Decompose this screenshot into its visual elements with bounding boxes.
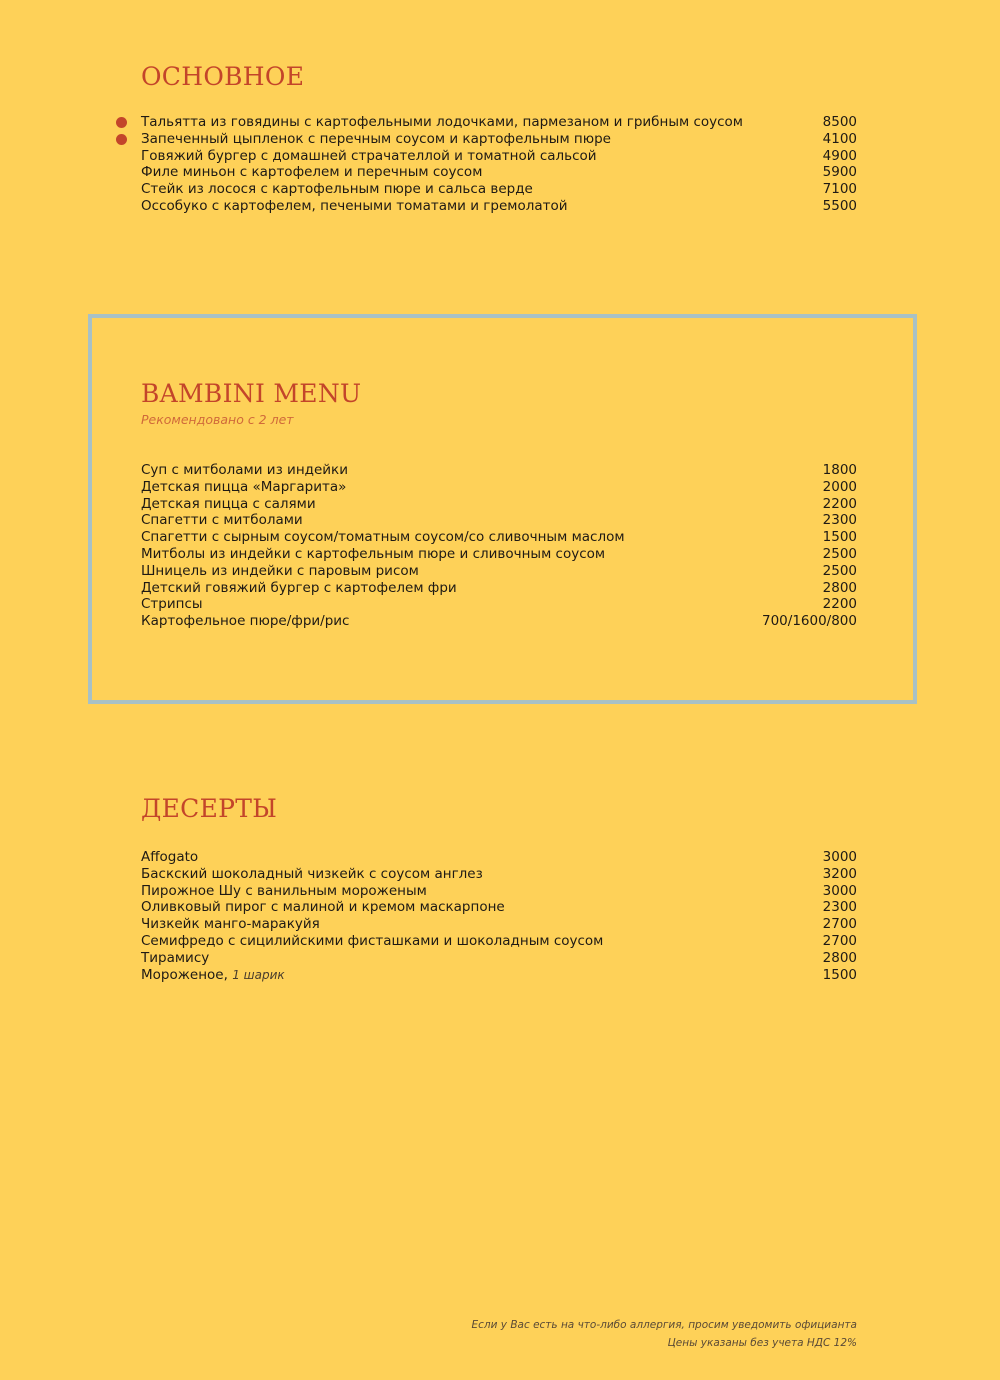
item-price: 3000: [822, 882, 857, 899]
item-name: Стейк из лосося с картофельным пюре и сальса верде: [141, 181, 533, 198]
item-name: Affogato: [141, 849, 199, 865]
item-name: Семифредо с сицилийскими фисташками и шоколадным соусом: [141, 932, 604, 949]
item-price: 1500: [822, 966, 857, 983]
item-price: 7100: [822, 181, 857, 198]
item-name: Тальятта из говядины с картофельными лодочками, пармезаном и грибным соусом: [141, 114, 743, 130]
item-name: Чизкейк манго-маракуйя: [141, 916, 320, 933]
item-price: 2200: [822, 596, 857, 613]
desserts-items-list: [141, 849, 857, 983]
main-items-list: [141, 114, 857, 215]
menu-item: [141, 580, 857, 597]
bullet-dot-icon: [116, 117, 127, 128]
item-name: Баскский шоколадный чизкейк с соусом англез: [141, 865, 483, 882]
menu-item: [141, 512, 857, 529]
item-name: Стрипсы: [141, 596, 203, 613]
menu-item: [141, 596, 857, 613]
item-name: Детская пицца «Маргарита»: [141, 478, 347, 495]
menu-item: [141, 546, 857, 563]
menu-item: [141, 563, 857, 580]
main-section-title: ОСНОВНОЕ: [141, 62, 305, 91]
item-name: Филе миньон с картофелем и перечным соусом: [141, 164, 483, 181]
item-name: Суп с митболами из индейки: [141, 462, 348, 478]
item-name: Запеченный цыпленок с перечным соусом и картофельным пюре: [141, 130, 611, 147]
item-price: 4900: [822, 147, 857, 164]
menu-item: [141, 529, 857, 546]
bambini-section: [141, 379, 857, 630]
menu-item: [141, 462, 857, 479]
footer-notes: [471, 1316, 857, 1352]
main-section: [141, 62, 857, 215]
item-price: 700/1600/800: [762, 613, 857, 630]
menu-item: [141, 883, 857, 900]
menu-item: [141, 479, 857, 496]
bambini-subtitle: Рекомендовано с 2 лет: [141, 412, 294, 427]
item-price: 2500: [822, 545, 857, 562]
menu-item: [141, 866, 857, 883]
item-name: Говяжий бургер с домашней страчателлой и томатной сальсой: [141, 147, 597, 164]
item-price: 8500: [822, 114, 857, 130]
item-price: 2800: [822, 949, 857, 966]
item-name: Оливковый пирог с малиной и кремом маскарпоне: [141, 899, 505, 916]
item-price: 2200: [822, 495, 857, 512]
item-price: 2300: [822, 899, 857, 916]
item-price: 3000: [822, 849, 857, 865]
item-price: 2700: [822, 916, 857, 933]
allergy-note: Если у Вас есть на что-либо аллергия, просим уведомить официанта: [471, 1319, 857, 1331]
menu-item: [141, 849, 857, 866]
item-name: Детская пицца с салями: [141, 495, 316, 512]
item-name: Спагетти с митболами: [141, 512, 303, 529]
menu-item: [141, 496, 857, 513]
item-name-wrap: [141, 967, 285, 984]
item-note: 1 шарик: [232, 967, 285, 982]
item-name: Митболы из индейки с картофельным пюре и сливочным соусом: [141, 545, 606, 562]
menu-item: [141, 131, 857, 148]
menu-item: [141, 967, 857, 984]
menu-item: [141, 899, 857, 916]
menu-item: [141, 148, 857, 165]
menu-item: [141, 164, 857, 181]
item-name: Шницель из индейки с паровым рисом: [141, 562, 419, 579]
item-name: Мороженое,: [141, 966, 228, 983]
item-name: Пирожное Шу с ванильным мороженым: [141, 882, 427, 899]
bambini-items-list: [141, 462, 857, 630]
menu-item: [141, 181, 857, 198]
item-price: 2300: [822, 512, 857, 529]
menu-item: [141, 198, 857, 215]
item-price: 1800: [822, 462, 857, 478]
item-price: 2800: [822, 579, 857, 596]
item-price: 2500: [822, 562, 857, 579]
item-name: Оссобуко с картофелем, печеными томатами и гремолатой: [141, 197, 568, 214]
item-name: Тирамису: [141, 949, 210, 966]
menu-item: [141, 613, 857, 630]
menu-item: [141, 114, 857, 131]
vat-note: Цены указаны без учета НДС 12%: [667, 1337, 857, 1349]
bambini-section-title: BAMBINI MENU: [141, 379, 362, 408]
item-price: 2000: [822, 478, 857, 495]
bullet-dot-icon: [116, 134, 127, 145]
desserts-section-title: ДЕСЕРТЫ: [141, 794, 278, 823]
menu-item: [141, 916, 857, 933]
item-name: Детский говяжий бургер с картофелем фри: [141, 579, 457, 596]
item-name: Картофельное пюре/фри/рис: [141, 613, 350, 630]
item-price: 1500: [822, 529, 857, 546]
desserts-section: [141, 794, 857, 983]
item-name: Спагетти с сырным соусом/томатным соусом/со сливочным маслом: [141, 529, 625, 546]
item-price: 5900: [822, 164, 857, 181]
item-price: 4100: [822, 130, 857, 147]
item-price: 3200: [822, 865, 857, 882]
item-price: 2700: [822, 932, 857, 949]
menu-item: [141, 933, 857, 950]
menu-item: [141, 950, 857, 967]
item-price: 5500: [822, 197, 857, 214]
